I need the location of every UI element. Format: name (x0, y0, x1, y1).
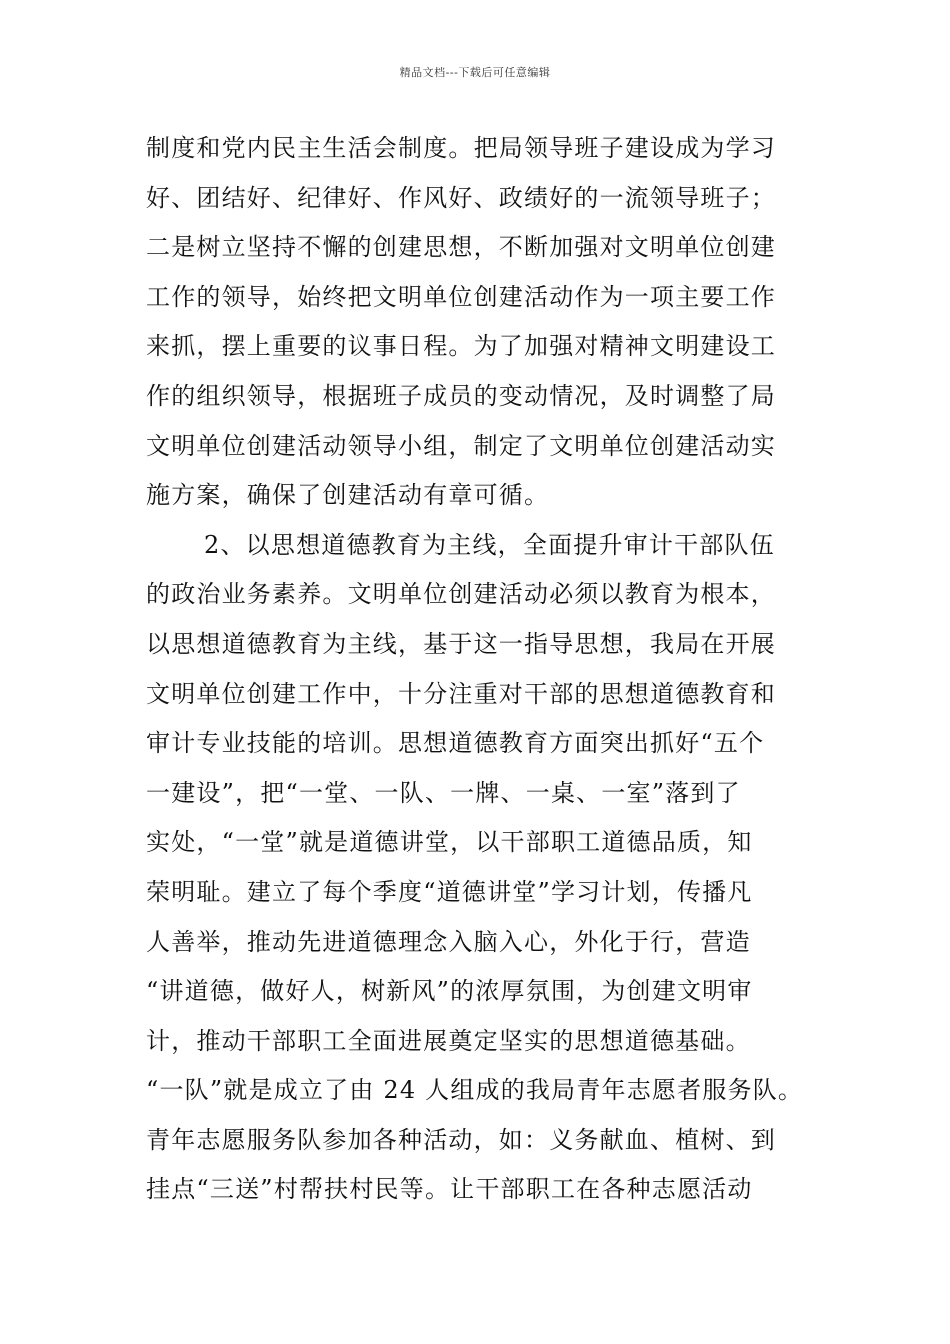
text-line: 文明单位创建活动领导小组，制定了文明单位创建活动实 (146, 431, 776, 460)
text-line: 工作的领导，始终把文明单位创建活动作为一项主要工作 (146, 282, 776, 311)
body-text (146, 124, 836, 1215)
text-line: 施方案，确保了创建活动有章可循。 (146, 481, 550, 510)
text-line: 挂点“三送”村帮扶村民等。让干部职工在各种志愿活动 (146, 1175, 753, 1204)
text-line: 二是树立坚持不懈的创建思想，不断加强对文明单位创建 (146, 233, 776, 262)
text-line: 实处，“一堂”就是道德讲堂，以干部职工道德品质，知 (146, 828, 753, 857)
text-line: 作的组织领导，根据班子成员的变动情况，及时调整了局 (146, 381, 776, 410)
text-line: 一建设”，把“一堂、一队、一牌、一桌、一室”落到了 (146, 778, 741, 807)
text-line: “讲道德，做好人，树新风”的浓厚氛围，为创建文明审 (146, 977, 753, 1006)
text-line: 好、团结好、纪律好、作风好、政绩好的一流领导班子； (146, 183, 776, 212)
text-line: “一队”就是成立了由 24 人组成的我局青年志愿者服务队。 (146, 1076, 804, 1105)
text-line: 文明单位创建工作中，十分注重对干部的思想道德教育和 (146, 679, 776, 708)
text-line: 的政治业务素养。文明单位创建活动必须以教育为根本， (146, 580, 776, 609)
text-line: 计，推动干部职工全面进展奠定坚实的思想道德基础。 (146, 1026, 751, 1055)
paragraph-start-line: 2、以思想道德教育为主线，全面提升审计干部队伍 (204, 530, 775, 559)
text-line: 荣明耻。建立了每个季度“道德讲堂”学习计划，传播凡 (146, 877, 753, 906)
text-line: 审计专业技能的培训。思想道德教育方面突出抓好“五个 (146, 729, 765, 758)
text-line: 来抓，摆上重要的议事日程。为了加强对精神文明建设工 (146, 332, 776, 361)
text-line: 人善举，推动先进道德理念入脑入心，外化于行，营造 (146, 927, 751, 956)
text-line: 以思想道德教育为主线，基于这一指导思想，我局在开展 (146, 629, 776, 658)
text-line: 制度和党内民主生活会制度。把局领导班子建设成为学习 (146, 134, 776, 162)
text-line: 青年志愿服务队参加各种活动，如：义务献血、植树、到 (146, 1125, 776, 1154)
page-header: 精品文档---下载后可任意编辑 (399, 66, 551, 79)
